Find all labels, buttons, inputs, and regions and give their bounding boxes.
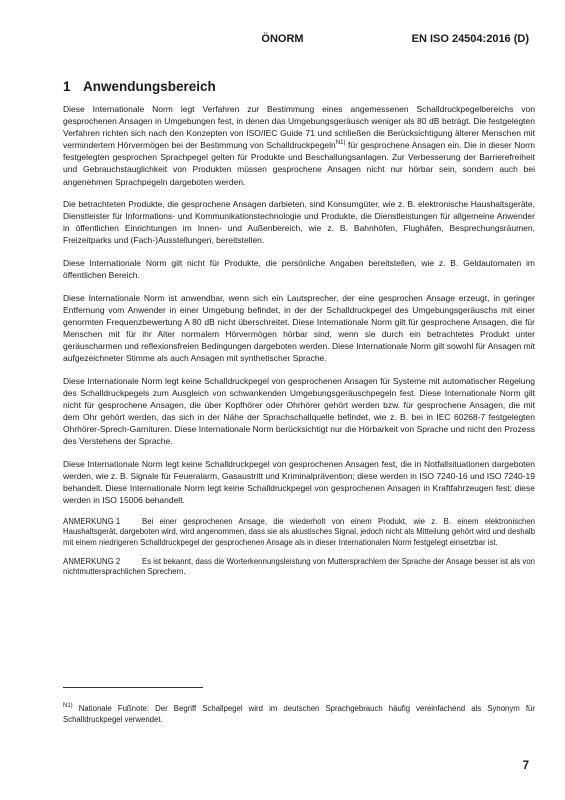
paragraph: Diese Internationale Norm gilt nicht für Produkte, die persönliche Angaben bereitstellen, wie z. B. Geldautomaten im öffentlichen Bereich. <box>63 258 535 281</box>
footnote-separator <box>63 687 203 688</box>
footnote-text: Nationale Fußnote: Der Begriff Schallpegel wird im deutschen Sprachgebrauch häufig vereinfachend als Synonym für Schalldruckpegel verwendet. <box>63 704 535 724</box>
note-label: ANMERKUNG 2 <box>63 556 121 566</box>
section-heading <box>63 79 216 94</box>
footnote <box>63 704 535 725</box>
paragraph: Diese Internationale Norm legt keine Schalldruckpegel von gesprochenen Ansagen für Systeme mit automatischer Regelung des Schalldruckpegels zum Ausgleich von schwankenden Umgebungsgeräuschpegeln fest. Diese Internationale Norm gilt nicht für gesprochene Ansagen, die über Kopfhörer oder Ohrhörer gehört werden bzw. für gesprochene Ansagen, die mit dem Ohr gehört werden, das sich in der Nähe der Sprachschallquelle befindet, wie z. B. bei in IEC 60268-7 festgelegten Ohrhörer-Sprech-Garnituren. Diese Internationale Norm berücksichtigt nur die Hörbarkeit von Sprache und nicht den Prozess des Verstehens der Sprache. <box>63 375 535 447</box>
section-number: 1 <box>63 79 71 94</box>
paragraph-text: Diese Internationale Norm legt Verfahren zur Bestimmung eines angemessenen Schalldruckpegelbereichs von gesprochenen Ansagen in Umgebungen fest, in denen das Umgebungsgeräusch weniger als 80 dB beträgt. Die festgelegten Verfahren richten sich nach den Konzepten von ISO/IEC Guide 71 und schließen die Berücksichtigung älterer Menschen mit vermindertem Hörvermögen bei der Bestimmung von Schalldruckpegeln <box>63 104 535 151</box>
section-title: Anwendungsbereich <box>83 79 216 94</box>
note-text: Bei einer gesprochenen Ansage, die wiederholt von einem Produkt, wie z. B. einem elektronischen Haushaltsgerät, dargeboten wird, wird angenommen, dass sie als akustisches Signal, jedoch nicht als Mitteilung gehört wird und deshalb mit einem niedrigeren Schalldruckpegel der gesprochenen Ansage als in dieser Internationalen Norm festgelegt einsetzbar ist. <box>63 516 535 547</box>
note <box>63 557 535 578</box>
paragraph: Diese Internationale Norm legt keine Schalldruckpegel von gesprochenen Ansagen fest, die in Notfallsituationen dargeboten werden, wie z. B. Signale für Feueralarm, Gasaustritt und Kriminalprävention; diese werden in ISO 7240-16 und ISO 7240-19 behandelt. Diese Internationale Norm legt keine Schalldruckpegel von gesprochenen Ansagen in Kraftfahrzeugen fest; diese werden in ISO 15006 behandelt. <box>63 458 535 506</box>
note-text: Es ist bekannt, dass die Worterkennungsleistung von Muttersprachlern der Sprache der Ansage besser ist als von nichtmuttersprachlichen Sprechern. <box>63 556 535 577</box>
page-number: 7 <box>522 760 529 772</box>
note-label: ANMERKUNG 1 <box>63 516 121 526</box>
paragraph: Diese Internationale Norm ist anwendbar, wenn sich ein Lautsprecher, der eine gesprochen Ansage erzeugt, in geringer Entfernung vom Anwender in einer Umgebung befindet, in der der Schalldruckpegel des Umgebungsgeräuschs mit einer genormten Frequenzbewertung A 80 dB nicht überschreitet. Diese Internationale Norm gilt für gesprochene Ansagen, die für Menschen mit für ihr Alter normalem Hörvermögen hörbar sind, wenn sie durch ein betrachtetes Produkt unter geräuscharmen und reflexionsfreien Bedingungen dargeboten werden. Diese Internationale Norm gilt sowohl für Ansagen mit aufgezeichneter Stimme als auch Ansagen mit synthetischer Sprache. <box>63 292 535 364</box>
note <box>63 517 535 549</box>
paragraph <box>63 103 535 188</box>
header-standard-body: ÖNORM <box>261 33 304 45</box>
footnote-marker: N1) <box>63 703 73 709</box>
header-standard-number: EN ISO 24504:2016 (D) <box>411 33 529 45</box>
footnote-reference[interactable]: N1) <box>335 140 346 147</box>
paragraph: Die betrachteten Produkte, die gesprochene Ansagen darbieten, sind Konsumgüter, wie z. B. elektronische Haushaltsgeräte, Dienstleister für Informations- und Kommunikationstechnologie und Produkte, die Dienstleistungen für allgemeine Anwender in öffentlichen Einrichtungen im Innen- und Außenbereich, wie z. B. Bahnhöfen, Flughäfen, Besprechungsräumen, Freizeitparks und (Fach-)Ausstellungen, bereitstellen. <box>63 199 535 246</box>
paragraph-text: für gesprochene Ansagen ein. Die in dieser Norm festgelegten gesprochen Sprachpegel gelten für Produkte und Beschallungsanlagen. Zur Verbesserung der Barrierefreiheit und Gebrauchstauglichkeit von Produkten müssen gesprochene Ansagen nicht nur hörbar sein, sondern auch bei angenehmen Sprachpegeln dargeboten werden. <box>63 140 535 187</box>
section-body <box>63 103 535 586</box>
